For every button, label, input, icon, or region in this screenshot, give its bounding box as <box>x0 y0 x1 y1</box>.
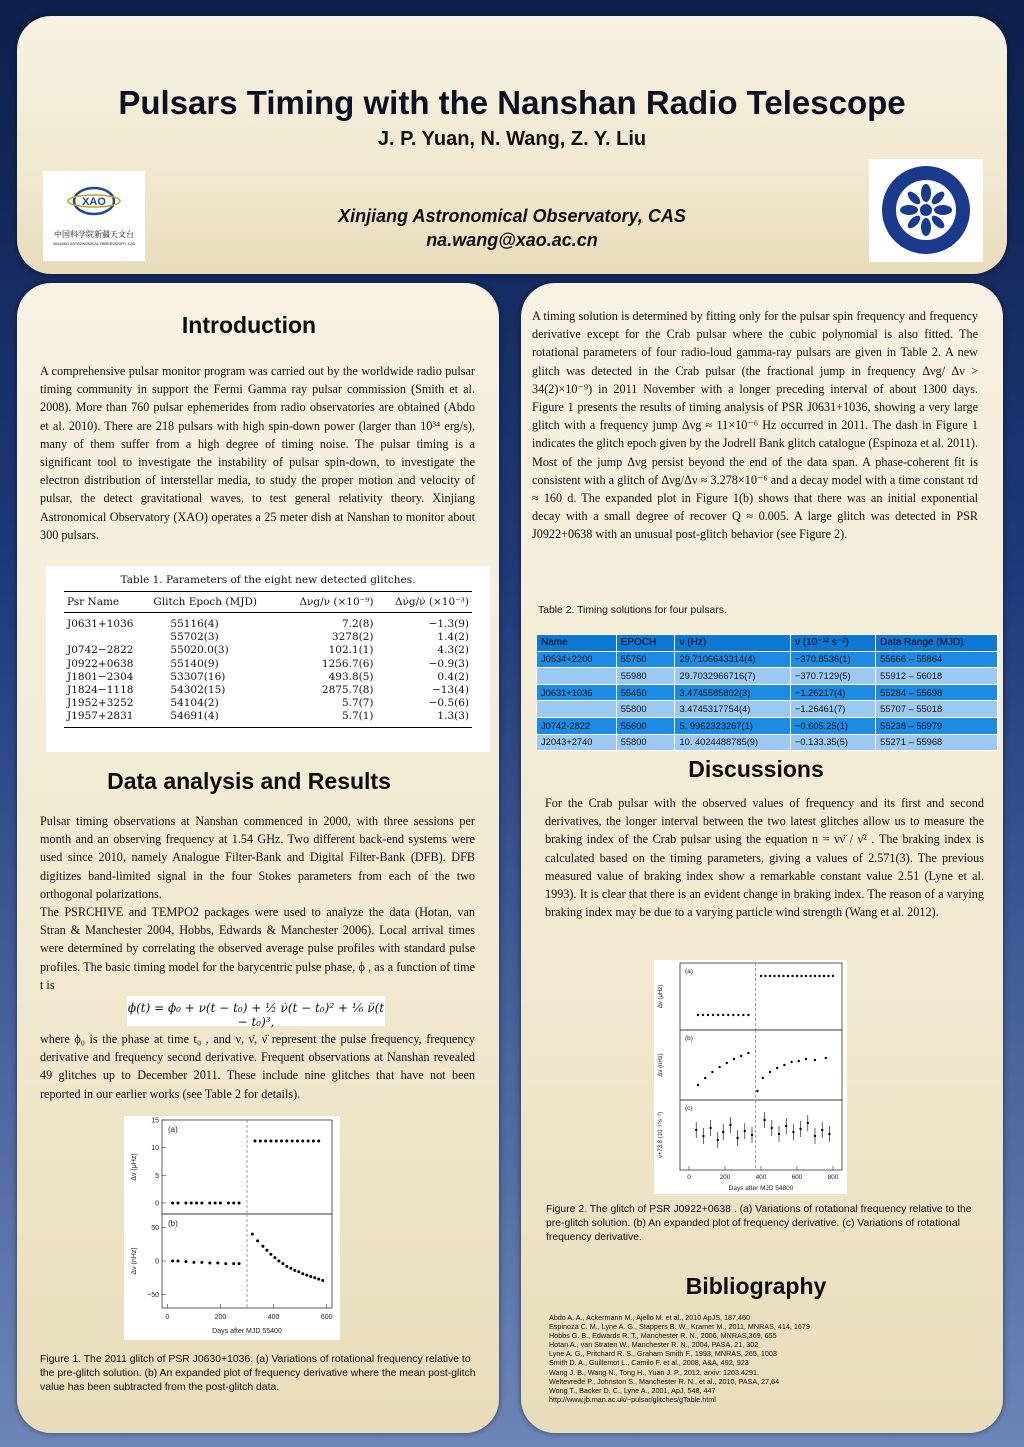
data-point <box>769 1071 771 1073</box>
table-cell: 55238 – 55979 <box>876 717 998 734</box>
table-cell: 55750 <box>616 651 675 668</box>
bibliography-list <box>549 1313 989 1404</box>
discussions-text: For the Crab pulsar with the observed values of frequency and its first and second derivatives, the longer interval between the two latest glitches allow us to measure the braking index of the Crab pulsar using the equation n = νν̈ / ν̇² . The braking index is calculated based on the timing parameters, giving a values of 2.571(3). The previous measured value of braking index show a remarkable constant value 2.51 (Lyne et al. 1993). It is clear that there is an evident change in braking index. The reason of a varying braking index may be due to a varying particle wind strength (Wang et al. 2012). <box>545 796 984 920</box>
data-point <box>313 1276 316 1279</box>
data-point <box>190 1201 193 1204</box>
data-point <box>821 1129 823 1131</box>
data-point <box>697 1084 699 1086</box>
table-cell: J1952+3252 <box>67 697 134 710</box>
data-point <box>184 1201 187 1204</box>
table-cell: 55980 <box>616 668 675 685</box>
data-point <box>291 1140 294 1143</box>
data-point <box>273 1256 276 1259</box>
data-point <box>309 1275 312 1278</box>
data-point <box>697 1014 699 1016</box>
contact-email: na.wang@xao.ac.cn <box>426 230 598 250</box>
table-2 <box>536 634 998 751</box>
data-point <box>238 1201 241 1204</box>
data-point <box>814 1135 816 1137</box>
y-tick-label: −50 <box>147 1292 159 1300</box>
data-point <box>729 1124 731 1126</box>
panel-label: (b) <box>168 1219 178 1228</box>
table-2-header: EPOCH <box>616 635 675 652</box>
data-point <box>296 1140 299 1143</box>
data-point <box>704 1077 706 1079</box>
table-cell: 54104(2) <box>170 697 219 710</box>
data-point <box>301 1140 304 1143</box>
table-cell: J2043+2740 <box>537 734 617 751</box>
table-cell <box>537 668 617 685</box>
table-1-header: Δν̇g/ν̇ (×10⁻³) <box>377 592 472 613</box>
table-cell: 55800 <box>616 701 675 718</box>
table-cell: 55600 <box>616 717 675 734</box>
table-cell: 55707 – 55018 <box>876 701 998 718</box>
data-point <box>214 1201 217 1204</box>
data-point <box>208 1201 211 1204</box>
data-point <box>726 1062 728 1064</box>
table-2-header: ν̇ (10⁻¹² s⁻²) <box>790 635 875 652</box>
data-point <box>171 1260 174 1263</box>
data-point <box>798 1060 800 1062</box>
bibliography-entry: Hotan A., van Straten W., Manchester R. N., 2004, PASA, 21, 302 <box>549 1340 759 1350</box>
data-point <box>787 975 789 977</box>
data-point <box>828 1133 830 1135</box>
plot-frame <box>680 1100 842 1170</box>
data-point <box>814 1059 816 1061</box>
introduction-text: A comprehensive pulsar monitor program was carried out by the worldwide radio pulsar timing community in support the Fermi Gamma ray pulsar commission (Smith et al. 2008). More than 760 pulsar ephemerides from radio observatories are obtained (Abdo et al. 2010). There are 218 pulsars with high spin-down power (larger than 10³⁴ erg/s), many of them suffer from a high degree of timing noise. The pulsar timing is a significant tool to investigate the instability of pulsar spin-down, to investigate the electron distribution of interstellar media, to study the proper motion and velocity of pulsar, the detect gravitational waves, to test general relativity theory. Xinjiang Astronomical Observatory (XAO) operates a 25 meter dish at Nanshan to monitor about 300 pulsars. <box>40 364 475 542</box>
figure-1 <box>124 1116 340 1340</box>
table-row <box>64 631 472 644</box>
x-tick-label: 600 <box>320 1314 333 1321</box>
y-axis-label: Δν (nHz) <box>131 1247 138 1275</box>
table-row <box>64 710 472 727</box>
data-point <box>740 1055 742 1057</box>
institution: Xinjiang Astronomical Observatory, CAS <box>338 206 686 226</box>
table-cell: 3278(2) <box>331 631 374 644</box>
table-cell: 55271 – 55968 <box>876 734 998 751</box>
table-cell: 3.4745317754(4) <box>675 701 791 718</box>
table-cell: 55116(4) <box>170 618 219 630</box>
table-cell: 55140(9) <box>170 657 219 670</box>
data-point <box>265 1249 268 1252</box>
table-cell: 55020.0(3) <box>170 644 229 657</box>
data-point <box>195 1201 198 1204</box>
data-point <box>776 1067 778 1069</box>
xao-logo-text: 中国科学院新疆天文台 <box>54 230 134 239</box>
data-point <box>264 1140 267 1143</box>
x-tick-label: 800 <box>827 1174 839 1181</box>
data-point <box>261 1245 264 1248</box>
data-point <box>814 975 816 977</box>
right-column <box>521 283 1003 1433</box>
data-point <box>285 1140 288 1143</box>
data-point <box>733 1058 735 1060</box>
table-2-body <box>537 651 998 751</box>
timing-model-equation: ϕ(t) = ϕ₀ + ν(t − t₀) + ½ ν̇(t − t₀)² + ⅙ ν̈(t − t₀)³, <box>127 996 385 1026</box>
data-point <box>219 1201 222 1204</box>
data-point <box>805 1058 807 1060</box>
table-row <box>64 644 472 657</box>
data-point <box>277 1260 280 1263</box>
data-point <box>307 1140 310 1143</box>
data-point <box>769 975 771 977</box>
data-point <box>718 1066 720 1068</box>
table-cell: 54302(15) <box>170 684 226 697</box>
data-point <box>285 1265 288 1268</box>
data-point <box>216 1262 219 1265</box>
x-tick-label: 400 <box>267 1314 280 1321</box>
table-row <box>537 701 998 718</box>
bibliography-entry: Weltevrede P., Johnston S., Manchester R. N., et al., 2010, PASA, 27,64 <box>549 1376 780 1386</box>
data-point <box>317 1140 320 1143</box>
plot-frame <box>680 963 842 1030</box>
table-cell: −0.9(3) <box>428 657 469 670</box>
data-point <box>727 1014 729 1016</box>
table-cell: 5.7(7) <box>341 697 374 710</box>
table-1 <box>46 566 490 752</box>
data-point <box>809 975 811 977</box>
data-point <box>712 1014 714 1016</box>
figure-1-plot <box>124 1116 340 1340</box>
data-point <box>259 1140 262 1143</box>
y-axis-label: Δν (μHz) <box>658 984 664 1009</box>
data-point <box>317 1278 320 1281</box>
y-tick-label: 0 <box>155 1258 159 1266</box>
data-point <box>773 975 775 977</box>
figure-2 <box>654 960 847 1194</box>
table-cell: 54691(4) <box>150 710 281 727</box>
table-cell: 5.7(1) <box>281 710 376 727</box>
table-1-header: Psr Name <box>64 592 150 613</box>
bibliography-entry: Lyne A. G., Pritchard R. S., Graham Smith F., 1993, MNRAS, 265, 1003 <box>549 1349 777 1359</box>
panel-label: (a) <box>685 968 693 975</box>
panel-label: (a) <box>168 1125 178 1134</box>
y-tick-label: 15 <box>151 1117 159 1125</box>
table-cell: 0.4(2) <box>437 670 469 683</box>
data-point <box>747 1014 749 1016</box>
table-cell: 4.3(2) <box>437 644 469 657</box>
table-cell: −370.8536(1) <box>790 651 875 668</box>
left-column <box>17 283 499 1433</box>
bibliography-entry: Wang J. B., Wang N., Tong H., Yuan J. P., 2012, arxiv: 1203.4291. <box>549 1367 760 1377</box>
data-point <box>736 1137 738 1139</box>
y-axis-label: Δν (μHz) <box>131 1153 138 1181</box>
bibliography-entry: Abdo A. A., Ackermann M., Ajello M. et al., 2010 ApJS, 187,460 <box>549 1313 750 1322</box>
data-point <box>269 1140 272 1143</box>
table-1-grid <box>64 591 472 728</box>
data-point <box>232 1262 235 1265</box>
table-2-header: Data Range (MJD) <box>876 635 998 652</box>
table-cell: −0.5(6) <box>428 697 469 710</box>
data-point <box>275 1140 278 1143</box>
table-cell: 55912 – 56018 <box>876 668 998 685</box>
bibliography-entry: Hobbs G. B., Edwards R. T., Manchester R. N., 2006, MNRAS,369, 655 <box>549 1331 777 1341</box>
table-cell: J0534+2200 <box>537 651 617 668</box>
x-tick-label: 0 <box>687 1174 691 1181</box>
data-point <box>312 1140 315 1143</box>
bibliography-entry: Smith D. A., Guillemot L., Camilo F. et al., 2008, A&A, 492, 923 <box>549 1358 749 1368</box>
table-cell: 55284 – 55698 <box>876 684 998 701</box>
data-point <box>200 1261 203 1264</box>
data-point <box>792 1131 794 1133</box>
table-cell: 55666 – 55864 <box>876 651 998 668</box>
table-cell: −13(4) <box>431 684 469 697</box>
timing-solution-text: A timing solution is determined by fitting only for the pulsar spin frequency and frequency derivative except for the Crab pulsar where the cubic polynomial is also fitted. The rotational parameters of four radio-loud gamma-ray pulsars are given in Table 2. A new glitch was detected in the Crab pulsar (the fractional jump in frequency Δνg/ Δν > 34(2)×10⁻⁹) in 2011 November with a longer preceding interval of about 1300 days. Figure 1 presents the results of timing analysis of PSR J0631+1036, showing a very large glitch with a frequency jump Δνg ≈ 11×10⁻⁶ Hz occurred in 2011. The dash in Figure 1 indicates the glitch epoch given by the Jodrell Bank glitch catalogue (Espinoza et al. 2011). Most of the jump Δνg persist beyond the end of the data span. A phase-coherent fit is consistent with a glitch of Δνg/Δν ≈ 3.278×10⁻⁶ and a decay model with a time constant τd ≈ 160 d. The expanded plot in Figure 1(b) shows that there was an initial exponential decay with a small degree of recover Q ≈ 0.005. A large glitch was detected in PSR J0922+0638 with an unusual post-glitch behavior (see Figure 2). <box>532 309 978 542</box>
data-point <box>778 1133 780 1135</box>
table-2-caption: Table 2. Timing solutions for four pulsars. <box>538 605 727 616</box>
data-point <box>171 1201 174 1204</box>
table-cell: −0.605.25(1) <box>790 717 875 734</box>
table-cell: 53307(16) <box>170 670 226 683</box>
table-cell: −1.26461(7) <box>790 701 875 718</box>
figure-2-caption: Figure 2. The glitch of PSR J0922+0638 . (a) Variations of rotational frequency relative to the pre-glitch solution. (b) An expanded plot of frequency derivative. (c) Variations of rotational frequency derivative. <box>546 1204 972 1243</box>
table-row <box>537 717 998 734</box>
table-cell: 55450 <box>616 684 675 701</box>
data-point <box>702 1014 704 1016</box>
table-1-body <box>64 613 472 728</box>
data-point <box>760 975 762 977</box>
table-cell: 1256.7(6) <box>321 657 374 670</box>
data-point <box>711 1071 713 1073</box>
discussions-heading: Discussions <box>688 756 824 782</box>
table-cell: −0.133.35(5) <box>790 734 875 751</box>
panel-label: (b) <box>685 1035 693 1042</box>
table-cell: 55800 <box>616 734 675 751</box>
data-point <box>827 975 829 977</box>
introduction-heading: Introduction <box>181 312 317 338</box>
table-1-caption: Table 1. Parameters of the eight new detected glitches. <box>120 574 416 586</box>
x-tick-label: 600 <box>791 1174 803 1181</box>
figure-2-plot <box>654 960 847 1194</box>
y-tick-label: 10 <box>151 1145 159 1153</box>
data-point <box>297 1270 300 1273</box>
data-point <box>281 1262 284 1265</box>
data-point <box>321 1279 324 1282</box>
data-point <box>702 1135 704 1137</box>
data-analysis-heading: Data analysis and Results <box>107 768 391 794</box>
data-point <box>742 1014 744 1016</box>
x-tick-label: 400 <box>755 1174 767 1181</box>
data-point <box>771 1127 773 1129</box>
table-cell: J0742−2822 <box>67 644 134 657</box>
data-analysis-text-2: where ϕ₀ is the phase at time t₀ , and ν, ν̇, ν̈ represent the pulse frequency, frequency derivative and frequency second derivative. Frequent observations at Nanshan revealed 49 glitches up to December 2011. These include nine glitches that have not been reported in our earlier works (see Table 2 for details). <box>40 1032 475 1101</box>
data-point <box>791 975 793 977</box>
table-cell <box>64 631 150 644</box>
data-point <box>818 975 820 977</box>
table-row <box>537 651 998 668</box>
data-point <box>762 1077 764 1079</box>
table-cell: 3.4745585802(3) <box>675 684 791 701</box>
table-cell: 29.7106643314(4) <box>675 651 791 668</box>
data-point <box>695 1129 697 1131</box>
data-point <box>790 1061 792 1063</box>
panel-label: (c) <box>685 1105 693 1112</box>
data-point <box>800 975 802 977</box>
table-cell: 1.3(3) <box>377 710 472 727</box>
y-axis-label: Δν (nHz) <box>658 1053 664 1077</box>
data-point <box>208 1262 211 1265</box>
table-cell: 55702(3) <box>170 631 219 644</box>
data-point <box>796 975 798 977</box>
bibliography-entry: Wong T., Backer D. C., Lyne A., 2001, ApJ, 548, 447 <box>549 1385 716 1395</box>
xao-badge-text: XAO <box>82 196 106 208</box>
data-point <box>756 1090 758 1092</box>
table-2-header: Name <box>537 635 617 652</box>
data-point <box>192 1261 195 1264</box>
figure-1-caption: Figure 1. The 2011 glitch of PSR J0630+1036. (a) Variations of rotational frequency relative to the pre-glitch solution. (b) An expanded plot of frequency derivative where the mean post-glitch value has been subtracted from the post-glitch data. <box>40 1354 476 1393</box>
xao-logo <box>43 171 145 261</box>
table-cell: 493.8(5) <box>328 670 374 683</box>
xao-logo-subtext: XINJIANG ASTRONOMICAL OBSERVATORY, CAS <box>52 242 136 246</box>
table-cell: −1.26217(4) <box>790 684 875 701</box>
data-point <box>227 1201 230 1204</box>
table-row <box>537 668 998 685</box>
table-cell: −1.3(9) <box>428 618 469 630</box>
poster-header <box>17 16 1007 274</box>
data-point <box>717 1139 719 1141</box>
y-tick-label: 0 <box>155 1200 159 1208</box>
table-cell: 1.4(2) <box>437 631 469 644</box>
table-cell <box>537 701 617 718</box>
data-point <box>176 1201 179 1204</box>
table-row <box>64 697 472 710</box>
table-cell: J1957+2831 <box>64 710 150 727</box>
table-cell: J1801−2304 <box>67 670 134 683</box>
data-point <box>782 975 784 977</box>
data-analysis-text: Pulsar timing observations at Nanshan commenced in 2000, with three sessions per month and an observing frequency at 1.54 GHz. Two different back-end systems were used since 2010, namely Analogue Filter-Bank and Digital Filter-Bank (DFB). DFB digitizes band-limited signal in the four Stokes parameters from each of the two orthogonal polarizations. The PSRCHIVE and TEMPO2 packages were used to analyze the data (Hotan, van Stran & Manchester 2004, Hobbs, Edwards & Manchester 2006). Local arrival times were determined by correlating the observed average pulse profiles with standard pulse profiles. The basic timing model for the barycentric pulse phase, ϕ , as a function of time t is <box>40 814 475 992</box>
data-point <box>256 1239 259 1242</box>
bibliography-entry: http://www.jb.man.ac.uk/~pulsar/glitches/gTable.html <box>549 1394 716 1404</box>
data-point <box>305 1274 308 1277</box>
data-point <box>232 1201 235 1204</box>
table-row <box>537 684 998 701</box>
table-cell: −370.7129(5) <box>790 668 875 685</box>
plot-frame <box>680 1030 842 1100</box>
authors: J. P. Yuan, N. Wang, Z. Y. Liu <box>377 128 647 150</box>
data-point <box>289 1267 292 1270</box>
data-point <box>176 1260 179 1263</box>
data-point <box>238 1262 241 1265</box>
data-point <box>832 975 834 977</box>
table-cell: 10. 4024488785(9) <box>675 734 791 751</box>
poster-title: Pulsars Timing with the Nanshan Radio Telescope <box>118 84 906 121</box>
table-cell: J0631+1036 <box>537 684 617 701</box>
table-1-header: Glitch Epoch (MJD) <box>150 592 281 613</box>
table-cell: J0922+0638 <box>67 657 134 670</box>
data-point <box>747 1052 749 1054</box>
data-point <box>293 1269 296 1272</box>
data-point <box>717 1014 719 1016</box>
data-point <box>805 975 807 977</box>
table-cell: 7.2(8) <box>341 618 374 630</box>
table-cell: J0742-2822 <box>537 717 617 734</box>
data-point <box>301 1272 304 1275</box>
data-point <box>184 1260 187 1263</box>
x-tick-label: 200 <box>719 1174 731 1181</box>
y-tick-label: 5 <box>155 1172 159 1180</box>
data-point <box>825 1057 827 1059</box>
data-point <box>764 975 766 977</box>
table-cell: 29.7032966716(7) <box>675 668 791 685</box>
data-point <box>799 1128 801 1130</box>
data-point <box>737 1014 739 1016</box>
data-point <box>707 1014 709 1016</box>
table-row <box>537 734 998 751</box>
table-cell: J0631+1036 <box>67 618 134 630</box>
bibliography-entry: Espinoza C. M., Lyne A. G., Stappers B. W., Kramer M., 2011, MNRAS, 414, 1679 <box>549 1322 810 1332</box>
data-point <box>722 1014 724 1016</box>
table-row <box>64 684 472 697</box>
table-cell: 102.1(1) <box>328 644 374 657</box>
data-point <box>200 1201 203 1204</box>
data-point <box>251 1233 254 1236</box>
data-point <box>823 975 825 977</box>
data-point <box>732 1014 734 1016</box>
x-axis-label: Days after MJD 54800 <box>728 1185 794 1192</box>
data-point <box>709 1127 711 1129</box>
table-cell: J1824−1118 <box>67 684 134 697</box>
cas-logo <box>869 159 983 262</box>
x-tick-label: 0 <box>165 1314 170 1321</box>
table-cell: 2875.7(8) <box>321 684 374 697</box>
data-point <box>744 1130 746 1132</box>
data-point <box>269 1253 272 1256</box>
data-point <box>778 975 780 977</box>
data-point <box>722 1131 724 1133</box>
data-point <box>224 1262 227 1265</box>
table-row <box>64 658 472 671</box>
bibliography-heading: Bibliography <box>685 1273 827 1299</box>
x-tick-label: 200 <box>214 1314 227 1321</box>
table-cell: 5. 9962323267(1) <box>675 717 791 734</box>
data-point <box>751 1134 753 1136</box>
table-row <box>64 613 472 632</box>
data-point <box>763 1119 765 1121</box>
table-row <box>64 671 472 684</box>
y-axis-label: ν̇+73.8 (10⁻¹⁵s⁻²) <box>658 1111 664 1159</box>
data-point <box>280 1140 283 1143</box>
table-2-header: ν (Hz) <box>675 635 791 652</box>
data-point <box>785 1125 787 1127</box>
data-point <box>807 1122 809 1124</box>
y-tick-label: 50 <box>151 1224 159 1232</box>
x-axis-label: Days after MJD 55400 <box>212 1328 282 1335</box>
table-1-header: Δνg/ν (×10⁻⁹) <box>281 592 376 613</box>
data-point <box>783 1064 785 1066</box>
data-point <box>253 1140 256 1143</box>
